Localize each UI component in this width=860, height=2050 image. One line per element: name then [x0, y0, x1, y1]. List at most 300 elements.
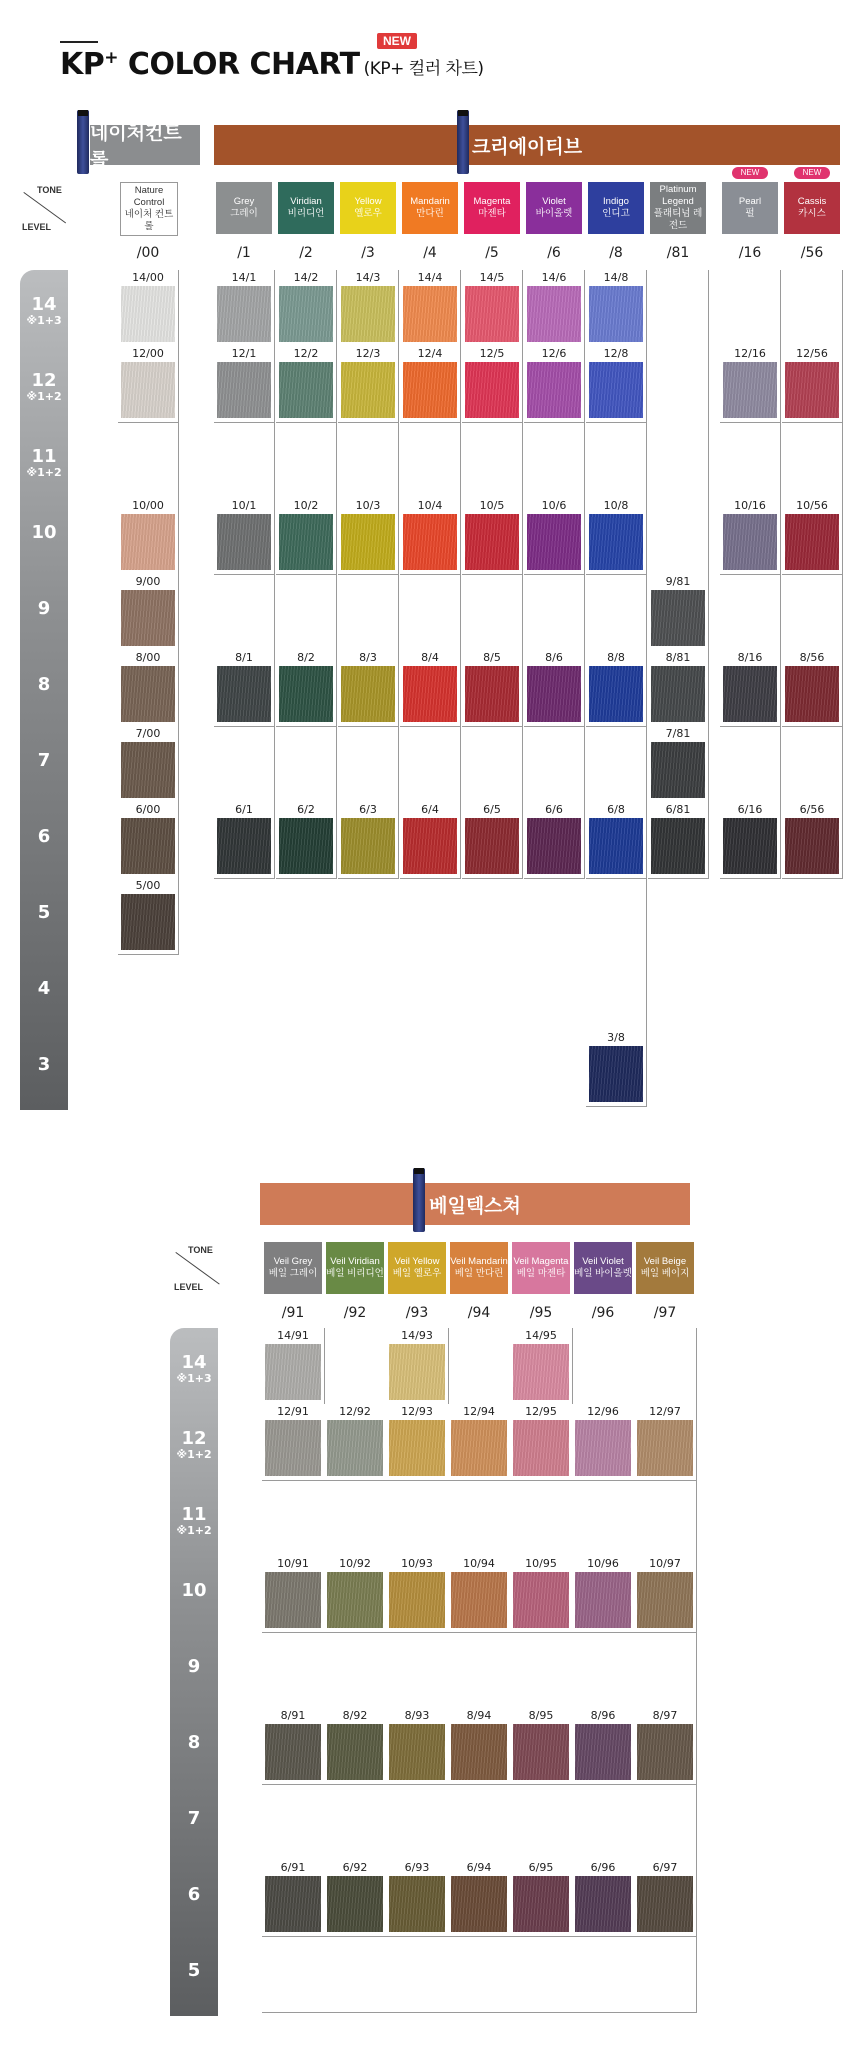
color-swatch	[527, 514, 581, 570]
swatch-code: 8/00	[135, 651, 161, 664]
tone-name-ko: 베일 마젠타	[516, 1268, 566, 1279]
swatch-code: 8/96	[590, 1709, 616, 1722]
color-swatch	[637, 1876, 693, 1932]
swatch-code: 12/2	[293, 347, 319, 360]
color-swatch	[265, 1724, 321, 1780]
grid-cell	[634, 1784, 697, 1861]
color-swatch	[403, 286, 457, 342]
swatch-code: 5/00	[135, 879, 161, 892]
color-swatch	[527, 818, 581, 874]
swatch-code: 8/3	[359, 651, 377, 664]
veil-texture-banner: 베일텍스쳐	[260, 1183, 690, 1225]
swatch-cell	[214, 650, 275, 727]
swatch-cell	[524, 802, 585, 879]
tube-icon	[77, 110, 89, 174]
grid-cell	[214, 726, 275, 803]
swatch-code: 14/3	[355, 271, 381, 284]
grid-cell	[720, 574, 781, 651]
color-swatch	[513, 1420, 569, 1476]
level-value: 8	[37, 674, 51, 695]
color-swatch	[121, 590, 175, 646]
swatch-cell	[510, 1328, 573, 1405]
level-number	[170, 1884, 218, 1905]
tone-label: TONE	[188, 1245, 213, 1255]
swatch-cell	[400, 270, 461, 347]
tone-name-en: Viridian	[290, 196, 322, 207]
swatch-cell	[524, 346, 585, 423]
color-swatch	[575, 1572, 631, 1628]
swatch-code: 8/81	[665, 651, 691, 664]
color-swatch	[403, 514, 457, 570]
swatch-code: 10/1	[231, 499, 257, 512]
swatch-cell	[214, 270, 275, 347]
grid-cell	[400, 574, 461, 651]
level-value: 14	[181, 1352, 207, 1373]
color-swatch	[637, 1724, 693, 1780]
level-number	[20, 294, 68, 326]
swatch-code: 6/4	[421, 803, 439, 816]
tone-header-97	[636, 1242, 694, 1294]
color-swatch	[723, 362, 777, 418]
color-swatch	[279, 362, 333, 418]
grid-cell	[510, 1784, 573, 1861]
level-number	[170, 1960, 218, 1981]
tone-name-ko: 인디고	[602, 208, 630, 219]
tone-header-93	[388, 1242, 446, 1294]
level-number	[20, 598, 68, 619]
tone-name-en: Veil Grey	[273, 1256, 313, 1267]
color-swatch	[389, 1572, 445, 1628]
swatch-cell	[386, 1556, 449, 1633]
color-swatch	[651, 742, 705, 798]
level-value: 9	[37, 598, 51, 619]
swatch-cell	[386, 1708, 449, 1785]
grid-cell	[510, 1632, 573, 1709]
color-swatch	[527, 362, 581, 418]
color-swatch	[513, 1344, 569, 1400]
color-swatch	[465, 666, 519, 722]
swatch-code: 6/97	[652, 1861, 678, 1874]
swatch-code: 10/16	[734, 499, 766, 512]
swatch-code: 10/93	[401, 1557, 433, 1570]
swatch-code: 10/5	[479, 499, 505, 512]
swatch-cell	[118, 802, 179, 879]
swatch-cell	[782, 346, 843, 423]
swatch-cell	[720, 650, 781, 727]
swatch-cell	[448, 1404, 511, 1481]
grid-cell	[386, 1936, 449, 2013]
color-swatch	[651, 590, 705, 646]
color-swatch	[341, 286, 395, 342]
swatch-code: 8/5	[483, 651, 501, 664]
swatch-code: 8/95	[528, 1709, 554, 1722]
grid-cell	[510, 1936, 573, 2013]
swatch-cell	[462, 346, 523, 423]
swatch-code: 12/6	[541, 347, 567, 360]
color-swatch	[527, 666, 581, 722]
swatch-cell	[214, 802, 275, 879]
swatch-cell	[782, 498, 843, 575]
swatch-code: 14/4	[417, 271, 443, 284]
tone-code-label: /56	[800, 245, 824, 261]
swatch-cell	[324, 1404, 387, 1481]
grid-cell	[386, 1480, 449, 1557]
level-label: LEVEL	[22, 222, 52, 232]
grid-cell	[572, 1936, 635, 2013]
color-swatch	[513, 1876, 569, 1932]
swatch-cell	[262, 1404, 325, 1481]
swatch-cell	[400, 802, 461, 879]
color-swatch	[121, 286, 175, 342]
color-swatch	[389, 1876, 445, 1932]
swatch-cell	[214, 498, 275, 575]
grid-cell	[462, 726, 523, 803]
color-swatch	[575, 1420, 631, 1476]
swatch-cell	[262, 1708, 325, 1785]
grid-cell	[338, 726, 399, 803]
swatch-cell	[462, 802, 523, 879]
grid-cell	[782, 422, 843, 499]
swatch-code: 12/4	[417, 347, 443, 360]
swatch-cell	[276, 346, 337, 423]
tone-code-label: /5	[485, 245, 499, 261]
tone-name-ko: 베일 비리디언	[326, 1268, 384, 1279]
color-swatch	[785, 514, 839, 570]
swatch-cell	[720, 802, 781, 879]
swatch-cell	[118, 270, 179, 347]
color-swatch	[575, 1724, 631, 1780]
tone-header-16	[722, 182, 778, 234]
swatch-code: 7/00	[135, 727, 161, 740]
grid-cell	[262, 1784, 325, 1861]
swatch-code: 12/00	[132, 347, 164, 360]
tone-name-en: Indigo	[603, 196, 629, 207]
swatch-code: 12/95	[525, 1405, 557, 1418]
color-swatch	[651, 666, 705, 722]
swatch-code: 12/1	[231, 347, 257, 360]
swatch-cell	[782, 650, 843, 727]
color-swatch	[637, 1420, 693, 1476]
color-swatch	[217, 666, 271, 722]
color-swatch	[341, 666, 395, 722]
swatch-code: 8/92	[342, 1709, 368, 1722]
color-swatch	[403, 362, 457, 418]
grid-cell	[634, 1328, 697, 1405]
grid-cell	[448, 1936, 511, 2013]
swatch-cell	[448, 1860, 511, 1937]
level-value: 9	[187, 1656, 201, 1677]
color-swatch	[217, 362, 271, 418]
grid-cell	[276, 422, 337, 499]
swatch-code: 14/6	[541, 271, 567, 284]
tone-code-label: /6	[547, 245, 561, 261]
level-note: ※1+3	[176, 1372, 212, 1385]
tone-header-2	[278, 182, 334, 234]
level-value: 5	[37, 902, 51, 923]
swatch-code: 10/92	[339, 1557, 371, 1570]
grid-cell	[324, 1328, 387, 1405]
swatch-cell	[586, 270, 647, 347]
tone-code-label: /93	[405, 1305, 429, 1321]
tone-header-91	[264, 1242, 322, 1294]
swatch-code: 3/8	[607, 1031, 625, 1044]
level-number	[20, 674, 68, 695]
tone-code-label: /1	[237, 245, 251, 261]
color-swatch	[279, 514, 333, 570]
tone-code-label: /96	[591, 1305, 615, 1321]
color-swatch	[723, 818, 777, 874]
color-swatch	[121, 742, 175, 798]
color-swatch	[217, 286, 271, 342]
grid-cell	[262, 1632, 325, 1709]
swatch-code: 10/56	[796, 499, 828, 512]
grid-cell	[648, 270, 709, 347]
swatch-code: 6/91	[280, 1861, 306, 1874]
tone-code-label: /4	[423, 245, 437, 261]
swatch-cell	[338, 802, 399, 879]
swatch-cell	[462, 498, 523, 575]
swatch-code: 12/97	[649, 1405, 681, 1418]
grid-cell	[648, 422, 709, 499]
swatch-cell	[524, 498, 585, 575]
swatch-cell	[524, 650, 585, 727]
grid-cell	[648, 498, 709, 575]
color-swatch	[451, 1876, 507, 1932]
grid-cell	[448, 1784, 511, 1861]
grid-cell	[572, 1632, 635, 1709]
grid-cell	[648, 346, 709, 423]
color-swatch	[121, 666, 175, 722]
creative-banner: 크리에이티브	[214, 125, 840, 165]
swatch-code: 12/56	[796, 347, 828, 360]
page-subtitle: (KP+ 컬러 차트)	[363, 59, 484, 79]
swatch-cell	[634, 1860, 697, 1937]
swatch-cell	[634, 1556, 697, 1633]
swatch-code: 10/94	[463, 1557, 495, 1570]
grid-cell	[586, 574, 647, 651]
swatch-cell	[400, 346, 461, 423]
swatch-cell	[648, 574, 709, 651]
swatch-code: 14/2	[293, 271, 319, 284]
swatch-code: 10/96	[587, 1557, 619, 1570]
tone-code-label: /00	[136, 245, 160, 261]
swatch-code: 9/81	[665, 575, 691, 588]
color-swatch	[723, 514, 777, 570]
swatch-code: 14/1	[231, 271, 257, 284]
color-swatch	[575, 1876, 631, 1932]
grid-cell	[448, 1632, 511, 1709]
color-swatch	[403, 818, 457, 874]
tone-header-3	[340, 182, 396, 234]
color-swatch	[465, 514, 519, 570]
swatch-cell	[586, 498, 647, 575]
grid-cell	[462, 422, 523, 499]
tone-name-ko: 옐로우	[354, 208, 382, 219]
color-swatch	[327, 1420, 383, 1476]
swatch-cell	[720, 346, 781, 423]
grid-cell	[324, 1632, 387, 1709]
tone-header-1	[216, 182, 272, 234]
swatch-code: 12/5	[479, 347, 505, 360]
swatch-code: 10/3	[355, 499, 381, 512]
tone-name-en: Cassis	[797, 196, 827, 207]
diagonal-divider	[23, 192, 66, 223]
swatch-code: 14/95	[525, 1329, 557, 1342]
level-note: ※1+3	[26, 314, 62, 327]
tone-code-label: /92	[343, 1305, 367, 1321]
level-value: 10	[31, 522, 57, 543]
tone-name-ko: 그레이	[230, 208, 258, 219]
level-number	[20, 902, 68, 923]
level-value: 5	[187, 1960, 201, 1981]
color-swatch	[723, 666, 777, 722]
color-swatch	[265, 1420, 321, 1476]
swatch-cell	[510, 1708, 573, 1785]
grid-cell	[720, 270, 781, 347]
swatch-cell	[782, 802, 843, 879]
grid-cell	[276, 726, 337, 803]
swatch-code: 6/5	[483, 803, 501, 816]
swatch-cell	[448, 1708, 511, 1785]
swatch-code: 6/92	[342, 1861, 368, 1874]
diagonal-divider	[175, 1252, 219, 1285]
nature-control-banner: 네이처컨트롤	[90, 125, 200, 165]
swatch-cell	[214, 346, 275, 423]
tone-name-en: Magenta	[473, 196, 511, 207]
level-note: ※1+2	[176, 1524, 212, 1537]
color-swatch	[785, 818, 839, 874]
grid-cell	[324, 1784, 387, 1861]
tone-header-56	[784, 182, 840, 234]
swatch-cell	[338, 498, 399, 575]
tone-code-label: /95	[529, 1305, 553, 1321]
level-value: 7	[37, 750, 51, 771]
swatch-code: 10/4	[417, 499, 443, 512]
color-swatch	[341, 818, 395, 874]
level-number	[20, 750, 68, 771]
tone-label: TONE	[37, 185, 62, 195]
grid-cell	[634, 1480, 697, 1557]
grid-cell	[338, 574, 399, 651]
swatch-cell	[338, 650, 399, 727]
color-swatch	[265, 1572, 321, 1628]
swatch-cell	[586, 1030, 647, 1107]
tone-name-en: Violet	[542, 196, 566, 207]
grid-cell	[462, 574, 523, 651]
swatch-code: 6/16	[737, 803, 763, 816]
color-swatch	[121, 514, 175, 570]
color-swatch	[527, 286, 581, 342]
swatch-code: 6/8	[607, 803, 625, 816]
grid-cell	[214, 422, 275, 499]
swatch-cell	[276, 270, 337, 347]
tone-name-ko: 마젠타	[478, 208, 506, 219]
color-swatch	[279, 818, 333, 874]
grid-cell	[782, 574, 843, 651]
color-swatch	[327, 1572, 383, 1628]
level-number	[20, 370, 68, 402]
color-swatch	[279, 666, 333, 722]
swatch-code: 12/96	[587, 1405, 619, 1418]
swatch-cell	[510, 1404, 573, 1481]
swatch-cell	[648, 726, 709, 803]
tone-code-label: /3	[361, 245, 375, 261]
grid-cell	[524, 422, 585, 499]
swatch-code: 14/93	[401, 1329, 433, 1342]
color-swatch	[327, 1876, 383, 1932]
color-swatch	[403, 666, 457, 722]
tone-code-label: /97	[653, 1305, 677, 1321]
swatch-cell	[324, 1708, 387, 1785]
swatch-code: 7/81	[665, 727, 691, 740]
tone-code-label: /81	[666, 245, 690, 261]
color-swatch	[121, 818, 175, 874]
color-swatch	[265, 1876, 321, 1932]
tone-header-95	[512, 1242, 570, 1294]
swatch-code: 10/6	[541, 499, 567, 512]
color-swatch	[465, 286, 519, 342]
color-swatch	[279, 286, 333, 342]
tone-name-ko: 비리디언	[287, 208, 325, 219]
swatch-cell	[118, 878, 179, 955]
swatch-code: 8/97	[652, 1709, 678, 1722]
swatch-code: 12/93	[401, 1405, 433, 1418]
tone-name-en: Platinum Legend	[659, 184, 697, 207]
color-swatch	[589, 818, 643, 874]
level-value: 12	[181, 1428, 207, 1449]
grid-cell	[400, 726, 461, 803]
swatch-code: 8/4	[421, 651, 439, 664]
swatch-cell	[572, 1708, 635, 1785]
swatch-code: 6/6	[545, 803, 563, 816]
tone-name-en: Veil Violet	[582, 1256, 624, 1267]
grid-cell	[586, 726, 647, 803]
grid-cell	[720, 726, 781, 803]
level-number	[170, 1732, 218, 1753]
grid-cell	[782, 270, 843, 347]
swatch-code: 8/93	[404, 1709, 430, 1722]
level-number	[170, 1656, 218, 1677]
color-swatch	[589, 362, 643, 418]
level-value: 14	[31, 294, 57, 315]
tube-icon	[457, 110, 469, 174]
grid-cell	[720, 422, 781, 499]
color-swatch	[217, 818, 271, 874]
tone-header-81	[650, 182, 706, 234]
grid-cell	[572, 1480, 635, 1557]
color-swatch	[513, 1724, 569, 1780]
swatch-code: 10/97	[649, 1557, 681, 1570]
swatch-cell	[634, 1404, 697, 1481]
grid-cell	[214, 574, 275, 651]
level-note: ※1+2	[176, 1448, 212, 1461]
swatch-cell	[572, 1860, 635, 1937]
grid-cell	[324, 1480, 387, 1557]
swatch-cell	[448, 1556, 511, 1633]
grid-cell	[118, 422, 179, 499]
page-title: KP+ COLOR CHART (KP+ 컬러 차트)	[60, 47, 484, 82]
color-swatch	[451, 1572, 507, 1628]
level-number	[20, 978, 68, 999]
level-number	[170, 1428, 218, 1460]
swatch-code: 6/2	[297, 803, 315, 816]
level-value: 6	[187, 1884, 201, 1905]
swatch-cell	[386, 1328, 449, 1405]
grid-cell	[572, 1328, 635, 1405]
level-number	[170, 1808, 218, 1829]
level-number	[170, 1580, 218, 1601]
swatch-cell	[118, 574, 179, 651]
